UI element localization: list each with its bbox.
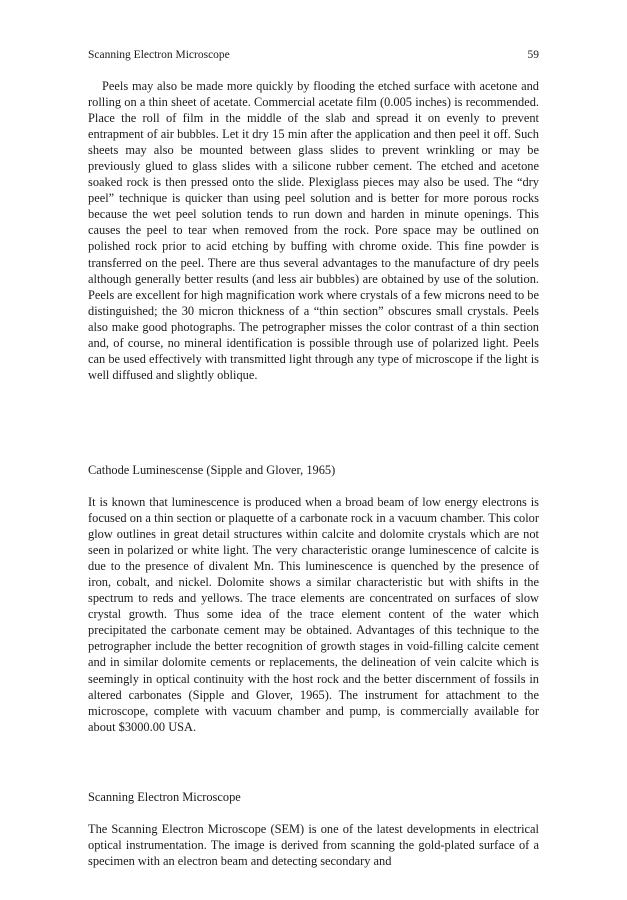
sem-paragraph: The Scanning Electron Microscope (SEM) is one of the latest developments in electrical optical instrumentation. The image is derived from scanning the gold-plated surface of a specimen with an electron beam and detecting secondary and	[88, 822, 539, 869]
cathode-luminescence-heading: Cathode Luminescense (Sipple and Glover, 1965)	[88, 463, 336, 477]
cathode-luminescence-paragraph: It is known that luminescence is produced when a broad beam of low energy electrons is focused on a thin section or plaquette of a carbonate rock in a vacuum chamber. This color glow outlines in great detail structures within calcite and dolomite crystals which are not seen in polarized or white light. The very characteristic orange luminescence of calcite is due to the presence of divalent Mn. This luminescence is quenched by the presence of iron, cobalt, and nickel. Dolomite shows a similar characteristic but with shifts in the spectrum to reds and yellows. The trace elements are concentrated on surfaces of slow crystal growth. Thus some idea of the trace element content of the water which precipitated the carbonate cement may be obtained. Advantages of this technique to the petrographer include the better recognition of growth stages in void-filling calcite cement and in similar dolomite cements or replacements, the delineation of vein calcite which is seemingly in optical continuity with the host rock and the better discernment of fossils in altered carbonates (Sipple and Glover, 1965). The instrument for attachment to the microscope, complete with vacuum chamber and pump, is commercially available for about $3000.00 USA.	[88, 495, 539, 734]
peels-paragraph: Peels may also be made more quickly by flooding the etched surface with acetone and rolling on a thin sheet of acetate. Commercial acetate film (0.005 inches) is recommended. Place the roll of film in the middle of the slab and spread it on evenly to prevent entrapment of air bubbles. Let it dry 15 min after the application and then peel it off. Such sheets may also be mounted between glass slides to prevent wrinkling or may be previously glued to glass slides with a silicone rubber cement. The etched and acetone soaked rock is then pressed onto the slide. Plexiglass pieces may also be used. The “dry peel” technique is quicker than using peel solution and is better for more porous rocks because the wet peel solution tends to run down and harden in minute openings. This causes the peel to tear when removed from the rock. Pore space may be outlined on polished rock prior to acid etching by buffing with chrome oxide. This fine powder is transferred on the peel. There are thus several advantages to the manufacture of dry peels although generally better results (and less air bubbles) are obtained by use of the solution. Peels are excellent for high magnification work where crystals of a few microns need to be distinguished; the 30 micron thickness of a “thin section” obscures small crystals. Peels also make good photographs. The petrographer misses the color contrast of a thin section and, of course, no mineral identification is possible through use of polarized light. Peels can be used effectively with transmitted light through any type of microscope if the light is well diffused and slightly oblique.	[88, 79, 539, 382]
running-header	[88, 48, 539, 62]
page-number: 59	[527, 49, 539, 61]
sem-heading: Scanning Electron Microscope	[88, 790, 241, 804]
book-page	[88, 48, 539, 869]
running-title: Scanning Electron Microscope	[88, 49, 230, 61]
